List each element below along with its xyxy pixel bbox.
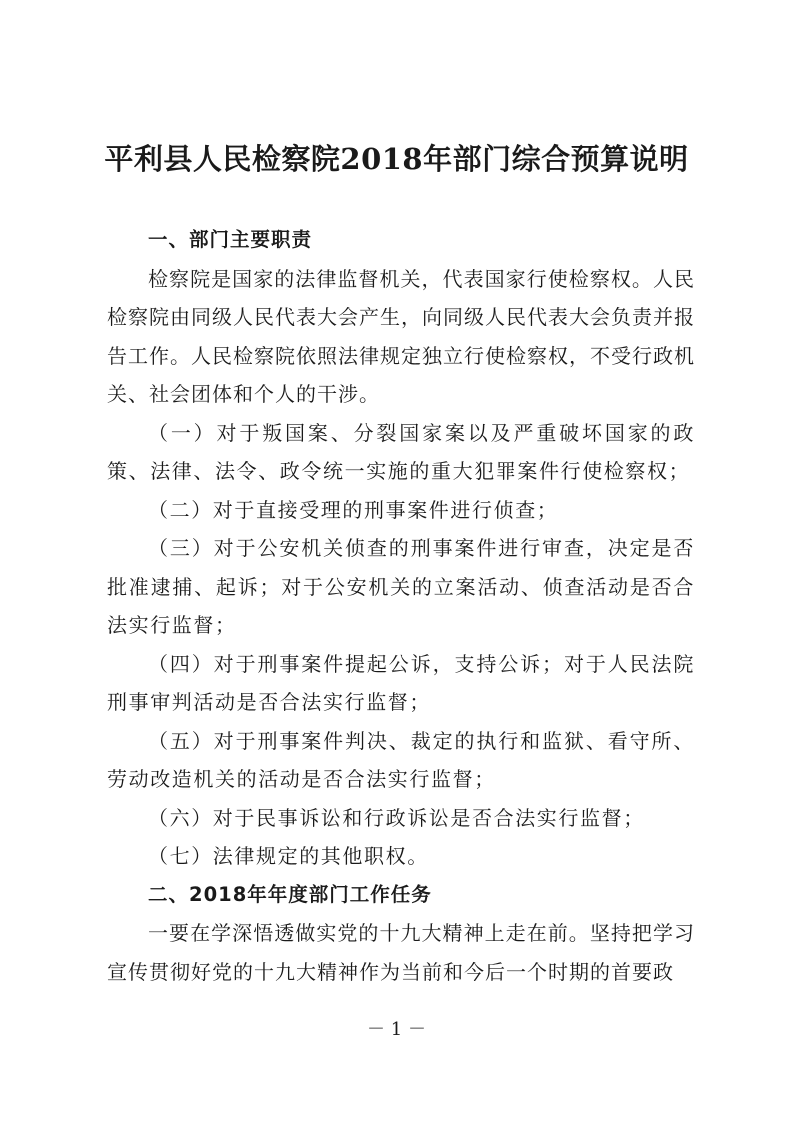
duty-item: （五）对于刑事案件判决、裁定的执行和监狱、看守所、劳动改造机关的活动是否合法实行监督；: [107, 728, 695, 791]
duty-item: （七）法律规定的其他职权。: [148, 844, 429, 868]
page-number: － 1 －: [367, 1019, 426, 1040]
section-heading-duties: 一、部门主要职责: [148, 228, 313, 251]
duty-item: （四）对于刑事案件提起公诉，支持公诉；对于人民法院刑事审判活动是否合法实行监督；: [107, 651, 695, 714]
section-heading-tasks: 二、2018年年度部门工作任务: [148, 882, 432, 906]
document-body: [107, 221, 695, 991]
intro-paragraph: 检察院是国家的法律监督机关，代表国家行使检察权。人民检察院由同级人民代表大会产生，向同级人民代表大会负责并报告工作。人民检察院依照法律规定独立行使检察权，不受行政机关、社会团体和个人的干涉。: [107, 266, 695, 406]
duty-item: （六）对于民事诉讼和行政诉讼是否合法实行监督；: [148, 805, 645, 830]
duty-item: （三）对于公安机关侦查的刑事案件进行审查，决定是否批准逮捕、起诉；对于公安机关的立案活动、侦查活动是否合法实行监督；: [107, 536, 695, 637]
page-title: 平利县人民检察院2018年部门综合预算说明: [104, 142, 689, 176]
duty-item: （二）对于直接受理的刑事案件进行侦查；: [148, 497, 559, 522]
duty-item: （一）对于叛国案、分裂国家案以及严重破坏国家的政策、法律、法令、政令统一实施的重大犯罪案件行使检察权；: [107, 420, 695, 483]
tasks-paragraph: 一要在学深悟透做实党的十九大精神上走在前。坚持把学习宣传贯彻好党的十九大精神作为当前和今后一个时期的首要政: [107, 921, 695, 984]
